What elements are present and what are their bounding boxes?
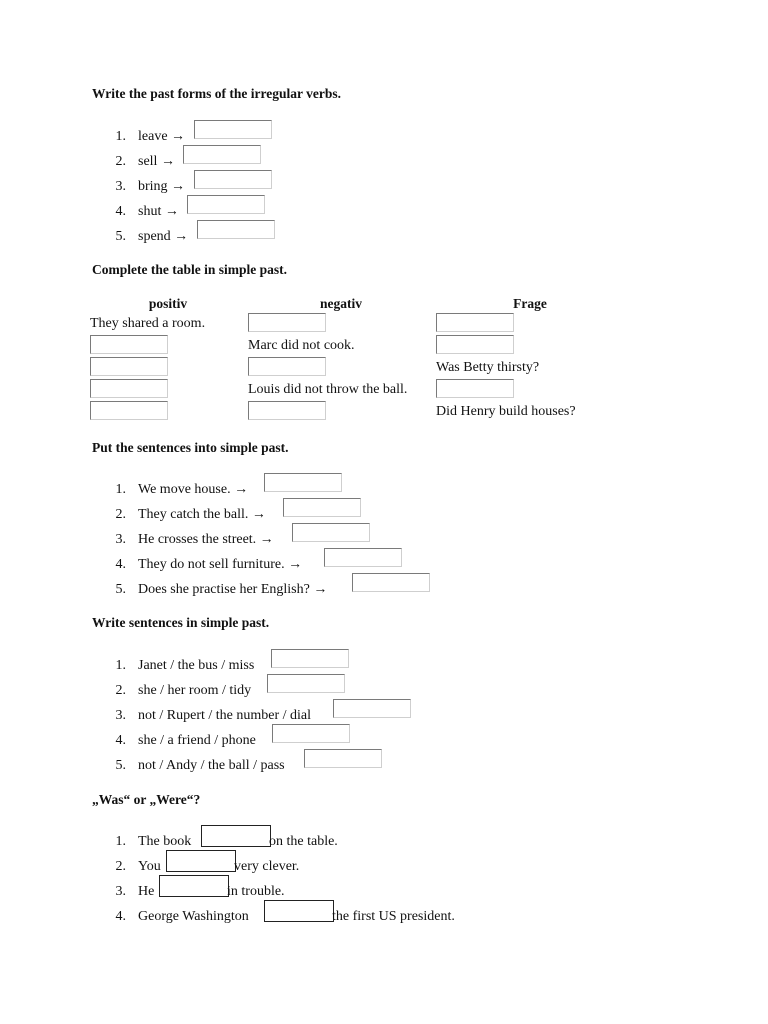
list-number: 1. bbox=[115, 834, 126, 849]
verb-prompt: leave → bbox=[138, 129, 186, 144]
table-input-frage[interactable] bbox=[436, 313, 514, 332]
sentence-prompt: Does she practise her English? → bbox=[138, 582, 328, 597]
list-number: 4. bbox=[115, 204, 126, 219]
section5-heading: „Was“ or „Were“? bbox=[92, 792, 201, 807]
list-number: 4. bbox=[115, 733, 126, 748]
sentence-prompt: They catch the ball. → bbox=[138, 507, 266, 522]
section1-heading: Write the past forms of the irregular verbs. bbox=[92, 86, 341, 101]
answer-input[interactable] bbox=[304, 749, 382, 768]
table-input-negativ[interactable] bbox=[248, 357, 326, 376]
answer-input[interactable] bbox=[183, 145, 261, 164]
list-number: 1. bbox=[115, 482, 126, 497]
sentence-prompt: We move house. → bbox=[138, 482, 249, 497]
column-header-frage: Frage bbox=[513, 296, 547, 311]
verb-prompt: bring → bbox=[138, 179, 186, 194]
answer-input[interactable] bbox=[197, 220, 275, 239]
sentence-after: very clever. bbox=[234, 859, 300, 874]
sentence-prompt: They do not sell furniture. → bbox=[138, 557, 303, 572]
list-number: 2. bbox=[115, 507, 126, 522]
list-number: 4. bbox=[115, 557, 126, 572]
sentence-prompt: Janet / the bus / miss bbox=[138, 658, 255, 673]
column-header-negativ: negativ bbox=[320, 296, 362, 311]
was-were-input[interactable] bbox=[166, 850, 236, 872]
verb-prompt: spend → bbox=[138, 229, 189, 244]
verb-prompt: shut → bbox=[138, 204, 179, 219]
table-cell-positiv: They shared a room. bbox=[90, 316, 206, 331]
list-number: 1. bbox=[115, 129, 126, 144]
column-header-positiv: positiv bbox=[148, 296, 188, 311]
table-cell-frage: Was Betty thirsty? bbox=[436, 360, 540, 375]
list-number: 5. bbox=[115, 758, 126, 773]
verb-prompt: sell → bbox=[138, 154, 175, 169]
table-cell-negativ: Louis did not throw the ball. bbox=[248, 382, 408, 397]
sentence-after: on the table. bbox=[269, 834, 338, 849]
answer-input[interactable] bbox=[352, 573, 430, 592]
answer-input[interactable] bbox=[272, 724, 350, 743]
answer-input[interactable] bbox=[292, 523, 370, 542]
sentence-prompt: she / her room / tidy bbox=[138, 683, 252, 698]
sentence-prompt: He crosses the street. → bbox=[138, 532, 274, 547]
table-input-positiv[interactable] bbox=[90, 357, 168, 376]
answer-input[interactable] bbox=[324, 548, 402, 567]
sentence-before: You bbox=[138, 859, 161, 874]
list-number: 3. bbox=[115, 708, 126, 723]
answer-input[interactable] bbox=[194, 170, 272, 189]
list-number: 2. bbox=[115, 683, 126, 698]
table-input-frage[interactable] bbox=[436, 335, 514, 354]
list-number: 1. bbox=[115, 658, 126, 673]
list-number: 3. bbox=[115, 179, 126, 194]
sentence-prompt: not / Rupert / the number / dial bbox=[138, 708, 312, 723]
list-number: 2. bbox=[115, 154, 126, 169]
list-number: 2. bbox=[115, 859, 126, 874]
sentence-after: the first US president. bbox=[332, 909, 455, 924]
section4-heading: Write sentences in simple past. bbox=[92, 615, 270, 630]
list-number: 5. bbox=[115, 229, 126, 244]
table-cell-negativ: Marc did not cook. bbox=[248, 338, 355, 353]
table-input-positiv[interactable] bbox=[90, 401, 168, 420]
was-were-input[interactable] bbox=[201, 825, 271, 847]
sentence-before: The book bbox=[138, 834, 192, 849]
was-were-input[interactable] bbox=[159, 875, 229, 897]
answer-input[interactable] bbox=[271, 649, 349, 668]
list-number: 3. bbox=[115, 532, 126, 547]
answer-input[interactable] bbox=[194, 120, 272, 139]
section2-heading: Complete the table in simple past. bbox=[92, 262, 287, 277]
sentence-prompt: not / Andy / the ball / pass bbox=[138, 758, 285, 773]
table-input-negativ[interactable] bbox=[248, 401, 326, 420]
sentence-after: in trouble. bbox=[227, 884, 285, 899]
answer-input[interactable] bbox=[333, 699, 411, 718]
list-number: 5. bbox=[115, 582, 126, 597]
answer-input[interactable] bbox=[187, 195, 265, 214]
table-cell-frage: Did Henry build houses? bbox=[436, 404, 576, 419]
answer-input[interactable] bbox=[283, 498, 361, 517]
table-input-positiv[interactable] bbox=[90, 335, 168, 354]
answer-input[interactable] bbox=[264, 473, 342, 492]
sentence-prompt: she / a friend / phone bbox=[138, 733, 256, 748]
sentence-before: George Washington bbox=[138, 909, 249, 924]
table-input-negativ[interactable] bbox=[248, 313, 326, 332]
section3-heading: Put the sentences into simple past. bbox=[92, 440, 289, 455]
list-number: 3. bbox=[115, 884, 126, 899]
sentence-before: He bbox=[138, 884, 155, 899]
table-input-frage[interactable] bbox=[436, 379, 514, 398]
was-were-input[interactable] bbox=[264, 900, 334, 922]
answer-input[interactable] bbox=[267, 674, 345, 693]
table-input-positiv[interactable] bbox=[90, 379, 168, 398]
list-number: 4. bbox=[115, 909, 126, 924]
